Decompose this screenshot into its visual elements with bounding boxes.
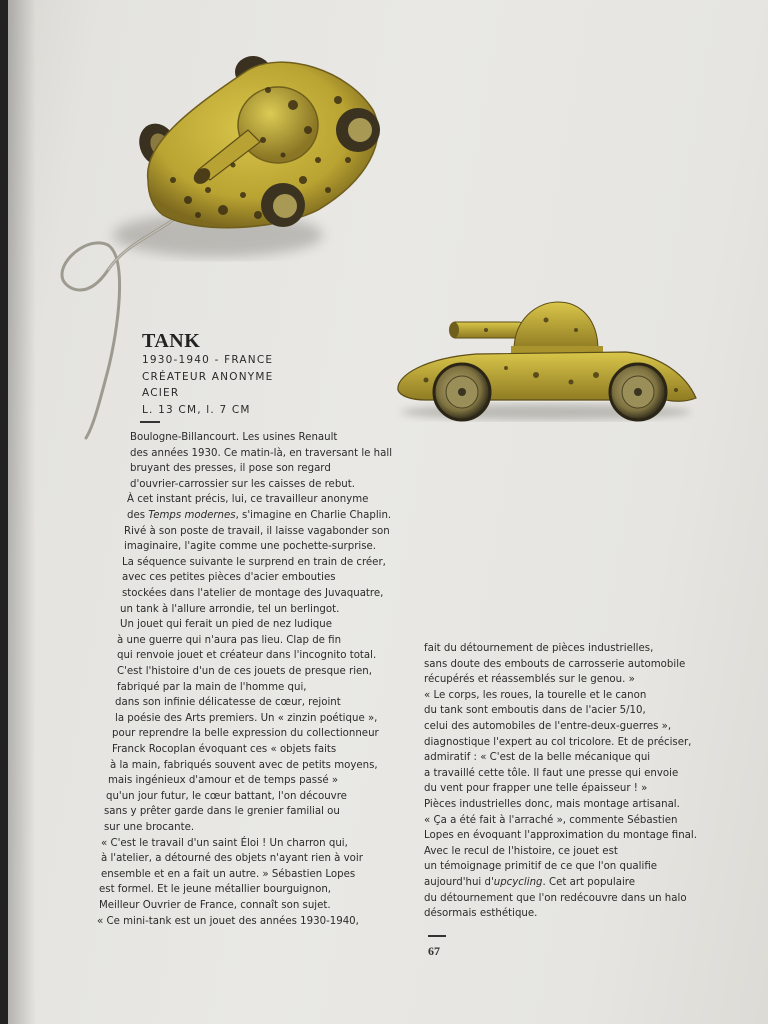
left-text-line: avec ces petites pièces d'acier embouties	[122, 572, 336, 584]
page-number-divider	[428, 935, 446, 937]
left-text-line: « Ce mini-tank est un jouet des années 1930-1940,	[97, 915, 359, 927]
left-text-line: la poésie des Arts premiers. Un « zinzin poétique »,	[115, 712, 378, 724]
right-text-line: admiratif : « C'est de la belle mécanique qui	[424, 752, 651, 764]
left-text-line: « C'est le travail d'un saint Éloi ! Un charron qui,	[101, 837, 348, 849]
left-text-line: qu'un jour futur, le cœur battant, l'on découvre	[106, 790, 347, 802]
right-text-line: Lopes en évoquant l'approximation du montage final.	[424, 830, 697, 842]
right-text-line: du vent pour frapper une telle épaisseur ! »	[424, 783, 648, 795]
left-text-line: ensemble et en a fait un autre. » Sébastien Lopes	[101, 868, 356, 880]
meta-date-origin: 1930-1940 - FRANCE	[142, 354, 274, 366]
right-text-line: « Le corps, les roues, la tourelle et le canon	[424, 689, 647, 701]
left-text-line: est formel. Et le jeune métallier bourguignon,	[99, 884, 332, 896]
left-text-line: Franck Rocoplan évoquant ces « objets faits	[112, 744, 337, 755]
left-text-line: C'est l'histoire d'un de ces jouets de presque rien,	[117, 666, 373, 677]
left-text-line: à l'atelier, a détourné des objets n'ayant rien à voir	[101, 853, 363, 865]
right-text-line: aujourd'hui d'upcycling. Cet art populaire	[424, 877, 636, 888]
left-text-line: un tank à l'allure arrondie, tel un berlingot.	[120, 603, 340, 615]
right-text-line: a travaillé cette tôle. Il faut une presse qui envoie	[424, 767, 679, 779]
left-text-line: fabriqué par la main de l'homme qui,	[117, 681, 307, 693]
left-text-line: des années 1930. Ce matin-là, en traversant le hall	[130, 447, 393, 459]
right-text-line: « Ça a été fait à l'arraché », commente Sébastien	[424, 814, 678, 826]
left-text-line: à la main, fabriqués souvent avec de petits moyens,	[110, 759, 378, 771]
page-number: 67	[428, 944, 440, 958]
tank-toy-side-view-photo	[386, 290, 706, 440]
meta-creator: CRÉATEUR ANONYME	[142, 370, 274, 383]
left-text-line: d'ouvrier-carrossier sur les caisses de rebut.	[130, 478, 355, 490]
right-text-line: celui des automobiles de l'entre-deux-guerres »,	[424, 721, 672, 732]
object-metadata	[142, 352, 342, 418]
left-text-line: Meilleur Ouvrier de France, connaît son sujet.	[99, 900, 331, 911]
left-text-line: La séquence suivante le surprend en train de créer,	[122, 556, 386, 568]
left-text-line: sans y prêter garde dans le grenier familial ou	[104, 806, 340, 818]
right-text-line: Avec le recul de l'histoire, ce jouet est	[424, 845, 618, 857]
left-text-line: qui renvoie jouet et créateur dans l'incognito total.	[117, 650, 377, 662]
book-page	[8, 0, 768, 1024]
caption-divider	[140, 421, 160, 423]
right-text-line: désormais esthétique.	[424, 908, 538, 920]
meta-dimensions: L. 13 CM, l. 7 CM	[142, 403, 251, 416]
left-text-line: pour reprendre la belle expression du collectionneur	[112, 728, 379, 740]
meta-material: ACIER	[142, 387, 180, 399]
left-text-line: imaginaire, l'agite comme une pochette-surprise.	[124, 541, 377, 553]
left-text-line: mais ingénieux d'amour et de temps passé »	[108, 775, 339, 787]
right-text-line: du détournement que l'on redécouvre dans un halo	[424, 892, 687, 904]
left-text-line: dans son infinie délicatesse de cœur, rejoint	[115, 697, 341, 709]
right-text-line: sans doute des embouts de carrosserie automobile	[424, 658, 686, 670]
right-text-line: du tank sont emboutis dans de l'acier 5/10,	[424, 705, 646, 717]
left-text-line: À cet instant précis, lui, ce travailleur anonyme	[127, 494, 369, 506]
left-text-line: Rivé à son poste de travail, il laisse vagabonder son	[124, 525, 390, 537]
left-text-line: bruyant des presses, il pose son regard	[130, 463, 331, 475]
left-text-line: à une guerre qui n'aura pas lieu. Clap de fin	[117, 634, 342, 646]
right-text-line: Pièces industrielles donc, mais montage artisanal.	[424, 799, 680, 810]
object-title: TANK	[142, 330, 201, 352]
right-text-line: un témoignage primitif de ce que l'on qualifie	[424, 861, 658, 873]
left-text-line: des Temps modernes, s'imagine en Charlie Chaplin.	[127, 510, 392, 521]
right-text-line: récupérés et réassemblés sur le genou. »	[424, 674, 635, 686]
left-text-line: Un jouet qui ferait un pied de nez ludique	[120, 619, 332, 631]
left-text-line: Boulogne-Billancourt. Les usines Renault	[130, 432, 338, 443]
right-text-line: diagnostique l'expert au col tricolore. Et de préciser,	[424, 736, 692, 748]
left-text-line: sur une brocante.	[104, 822, 195, 833]
right-text-line: fait du détournement de pièces industrielles,	[424, 643, 654, 654]
left-text-line: stockées dans l'atelier de montage des Juvaquatre,	[122, 588, 384, 599]
